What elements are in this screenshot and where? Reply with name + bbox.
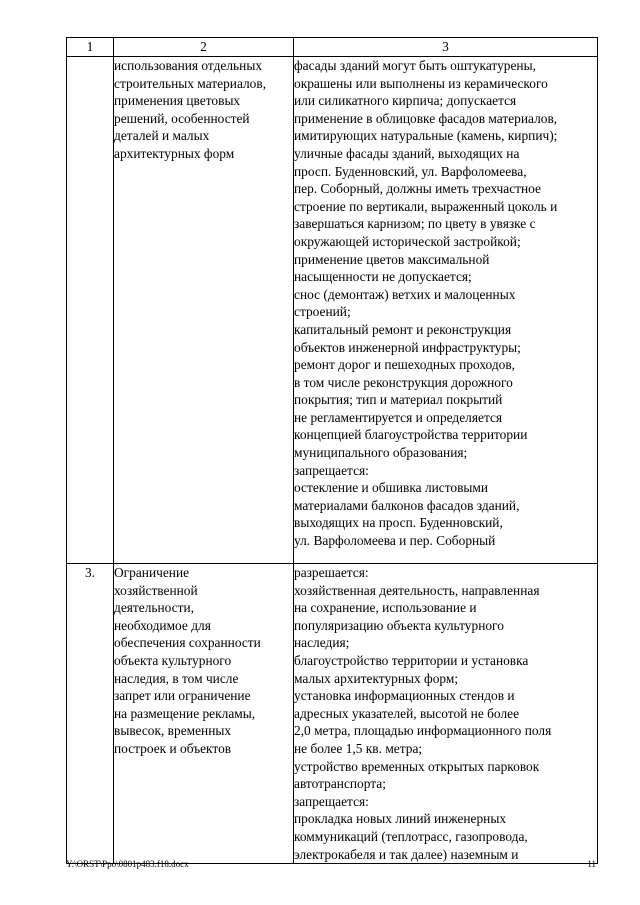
text-line: архитектурных форм — [114, 145, 235, 161]
text-line: ул. Варфоломеева и пер. Соборный — [294, 533, 496, 549]
text-line: хозяйственной — [114, 582, 198, 598]
text-line: хозяйственная деятельность, направленная — [294, 582, 540, 598]
text-line: снос (демонтаж) ветхих и малоценных — [294, 286, 516, 302]
regulations-table — [66, 37, 598, 864]
text-line: выходящих на просп. Буденновский, — [294, 515, 503, 531]
column-header-2: 2 — [114, 38, 294, 57]
text-line: завершаться карнизом; по цвету в увязке с — [294, 216, 536, 232]
text-line: установка информационных стендов и — [294, 688, 515, 704]
text-line: объектов инженерной инфраструктуры; — [294, 339, 521, 355]
text-line: запрещается: — [294, 793, 369, 809]
text-line: наследия, в том числе — [114, 670, 239, 686]
text-line: имитирующих натуральные (камень, кирпич); — [294, 128, 558, 144]
table-row — [67, 57, 598, 564]
text-line: запрещается: — [294, 462, 369, 478]
footer-file-path: Y:\ORST\Ppo\0801p483.f18.docx — [66, 859, 189, 869]
text-line: фасады зданий могут быть оштукатурены, — [294, 58, 536, 73]
text-line: строение по вертикали, выраженный цоколь и — [294, 198, 558, 214]
text-line: не регламентируется и определяется — [294, 409, 503, 425]
text-line: решений, особенностей — [114, 110, 250, 126]
text-line: остекление и обшивка листовыми — [294, 480, 489, 496]
column-header-1: 1 — [67, 38, 114, 57]
text-line: в том числе реконструкция дорожного — [294, 374, 513, 390]
row-description-cell — [114, 564, 294, 864]
text-line: строительных материалов, — [114, 75, 267, 91]
text-line: покрытия; тип и материал покрытий — [294, 392, 503, 408]
text-line: обеспечения сохранности — [114, 635, 261, 651]
text-line: окружающей исторической застройкой; — [294, 233, 521, 249]
text-line: запрет или ограничение — [114, 688, 251, 704]
row-description-cell — [114, 57, 294, 564]
text-line: прокладка новых линий инженерных — [294, 811, 507, 827]
text-line: строений; — [294, 304, 351, 320]
row-requirements-cell — [294, 564, 598, 864]
text-line: не более 1,5 кв. метра; — [294, 740, 423, 756]
text-line: концепцией благоустройства территории — [294, 427, 528, 443]
row-requirements-cell — [294, 57, 598, 564]
text-line: использования отдельных — [114, 58, 263, 73]
text-line: на сохранение, использование и — [294, 600, 477, 616]
text-line: применения цветовых — [114, 93, 241, 109]
text-line: разрешается: — [294, 565, 369, 580]
text-line: насыщенности не допускается; — [294, 269, 472, 285]
text-line: применение в облицовке фасадов материалов, — [294, 110, 558, 126]
text-line: окрашены или выполнены из керамического — [294, 75, 548, 91]
text-line: коммуникаций (теплотрасс, газопровода, — [294, 828, 528, 844]
text-line: деталей и малых — [114, 128, 210, 144]
text-line: устройство временных открытых парковок — [294, 758, 540, 774]
text-line: адресных указателей, высотой не более — [294, 705, 520, 721]
text-line: популяризацию объекта культурного — [294, 617, 504, 633]
text-line: или силикатного кирпича; допускается — [294, 93, 517, 109]
text-line: электрокабеля и так далее) наземным и — [294, 846, 519, 862]
text-line: пер. Соборный, должны иметь трехчастное — [294, 181, 541, 197]
table-header-row — [67, 38, 598, 57]
text-line: малых архитектурных форм; — [294, 670, 459, 686]
text-line: применение цветов максимальной — [294, 251, 490, 267]
text-line: на размещение рекламы, — [114, 705, 256, 721]
text-line: необходимое для — [114, 617, 211, 633]
text-line: муниципального образования; — [294, 445, 468, 461]
table-row — [67, 564, 598, 864]
text-line: капитальный ремонт и реконструкция — [294, 321, 512, 337]
text-line: просп. Буденновский, ул. Варфоломеева, — [294, 163, 527, 179]
text-line: 2,0 метра, площадью информационного поля — [294, 723, 552, 739]
column-header-3: 3 — [294, 38, 598, 57]
footer-page-number: 11 — [587, 859, 596, 869]
text-line: построек и объектов — [114, 740, 232, 756]
text-line: наследия; — [294, 635, 350, 651]
text-line: ремонт дорог и пешеходных проходов, — [294, 357, 516, 373]
row-number: 3. — [67, 564, 114, 864]
text-line: деятельности, — [114, 600, 195, 616]
text-line: автотранспорта; — [294, 776, 386, 792]
text-line: материалами балконов фасадов зданий, — [294, 497, 520, 513]
text-line: объекта культурного — [114, 652, 232, 668]
text-line: Ограничение — [114, 565, 190, 580]
text-line: вывесок, временных — [114, 723, 232, 739]
text-line: благоустройство территории и установка — [294, 652, 529, 668]
text-line: уличные фасады зданий, выходящих на — [294, 145, 520, 161]
row-number — [67, 57, 114, 564]
